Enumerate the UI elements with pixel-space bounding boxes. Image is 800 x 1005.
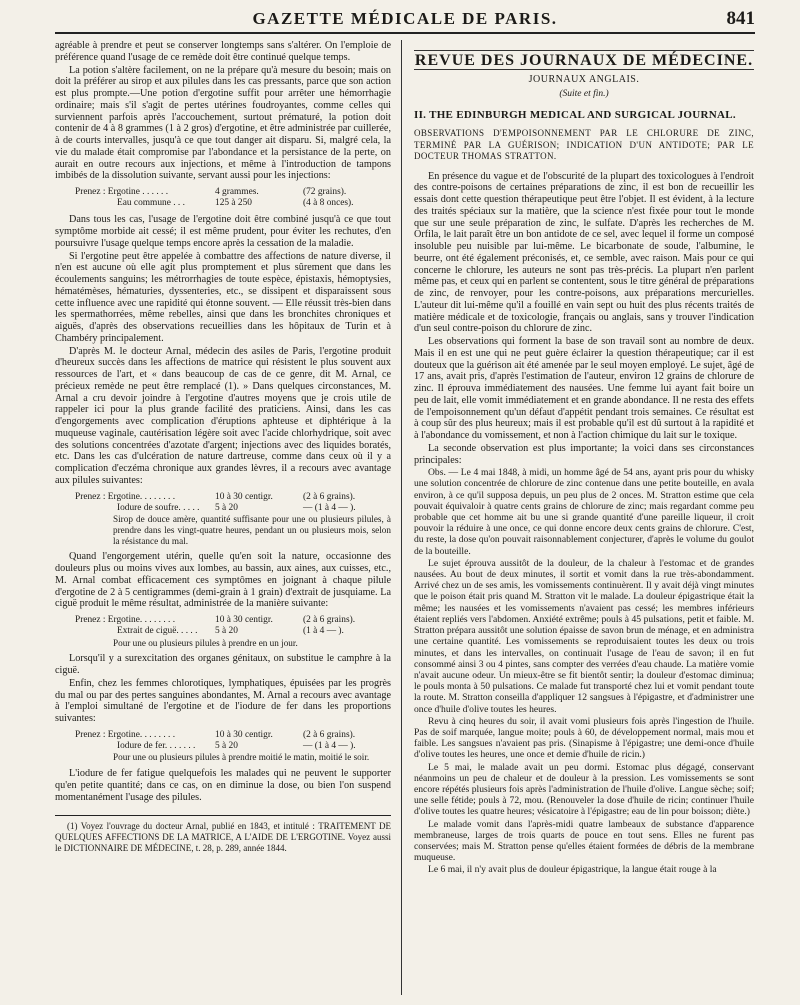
paragraph: La seconde observation est plus importante; la voici dans ses circonstances principales: (414, 442, 754, 466)
ingredient: Prenez : Ergotine . . . . . . (75, 187, 169, 197)
prescription-row (75, 741, 391, 752)
dose-equivalent: (72 grains). (303, 187, 347, 197)
dose-equivalent: — (1 à 4 — ). (303, 741, 356, 752)
paragraph: En présence du vague et de l'obscurité de la plupart des toxicologues à l'endroit des contre-poisons de certaines préparations de zinc, il est bon de recueillir les essais dont cette question thérapeutique peut être l'objet. Il est évident, à la lecture des traités spéciaux sur la matière, que la science n'est fixée pour tout le monde que sur une seule préparation de zinc, le sulfate. D'après les recherches de M. Orfila, le lait paraît être un bon antidote de ce sel, avec lequel il forme un composé insoluble peu nuisible par lui-même. Le bicarbonate de soude, l'albumine, le beurre, ont été également préconisés, et, ce semble, avec raison. Mais pour ce qui concerne le chlorure, les auteurs ne sont pas très-précis. La plupart n'en parlent même pas, et ceux qui en parlent se contentent, sous le titre général de préparations de zinc, de renvoyer, pour les contre-poisons, aux préparations mercurielles. L'auteur dit lui-même qu'il a fouillé en vain sept ou huit des plus récents traités de matière médicale et de toxicologie, français ou anglais, sans y trouver l'indication d'un seul contre-poison du chlorure de zinc. (414, 170, 754, 335)
prescription-note: Pour une ou plusieurs pilules à prendre moitié le matin, moitié le soir. (113, 752, 370, 763)
observation-paragraph: Le 5 mai, le malade avait un peu dormi. Estomac plus dégagé, conservant néanmoins un peu de chaleur et de douleur à la pression. Les vomissements se sont encore répétés plusieurs fois après l'administration de l'huile d'olive. Langue sèche; soif; une selle fétide; pouls à 72, mou. (Renouveler la dose d'huile de ricin; continuer l'huile d'olive toutes les quatre heures; vésicatoire à l'épigastre; eau de lin pour boisson; diète.) (414, 761, 754, 818)
paragraph: La potion s'altère facilement, on ne la prépare qu'à mesure du besoin; mais on doit la préférer au sirop et aux pilules dans les cas pressants, parce que son action est plus prompte.—Une potion d'ergotine suffit pour arrêter une hémorrhagie ordinaire; mais s'il s'agit de pertes utérines foudroyantes, comme celles qui surviennent parfois après l'accouchement, surtout prématuré, la potion doit contenir de 4 à 8 grammes (1 à 2 gros) d'ergotine, et être administrée par cuillerée, à de courts intervalles, jusqu'à ce que tout danger ait disparu. Si, malgré cela, la vie du malade était compromise par l'abondance et la persistance de la perte, on aurait en outre recours aux injections, et même à l'introduction de tampons imbibés de la dissolution suivante, servant aussi pour les injections: (55, 64, 391, 182)
prescription-row (75, 503, 391, 514)
dose: 10 à 30 centigr. (215, 491, 273, 502)
paragraph: Les observations qui forment la base de son travail sont au nombre de deux. Mais il en est une qui ne peut guère éclairer la question thérapeutique; car il est douteux que la guérison ait été amenée par le seul moyen employé. Le sujet, âgé de 17 ans, avait pris, d'après l'estimation de l'auteur, environ 12 grains de chlorure de zinc. Il éprouva immédiatement des nausées. Une femme lui ayant fait boire un peu de lait, elle vomit immédiatement et en grande abondance. Il ne resta des effets de l'empoisonnement qu'un défaut d'appétit pendant trois semaines. Ce résultat est à coup sûr des plus heureux; mais il est probable qu'il est dû surtout à la rapidité et à l'abondance du vomissement, et non à l'action chimique du lait sur le toxique. (414, 336, 754, 441)
dose-equivalent: (2 à 6 grains). (303, 491, 356, 502)
ingredient: Prenez : Ergotine. . . . . . . . (75, 615, 176, 626)
journal-heading: II. THE EDINBURGH MEDICAL AND SURGICAL JOURNAL. (414, 109, 736, 122)
right-column (414, 40, 754, 877)
dose-equivalent: — (1 à 4 — ). (303, 502, 356, 513)
observation-paragraph: Le sujet éprouva aussitôt de la douleur, de la chaleur à l'estomac et de grandes nausées. Au bout de deux minutes, il sortit et vomit dans la rue très-abondamment. Arrivé chez un de ses amis, les vomissements continuèrent. Il y avait déjà vingt minutes que le poison était pris quand M. Stratton vit le malade. La douleur épigastrique était la même; les nausées et les vomissements n'avaient pas cessé; les membres inférieurs étaient repliés vers l'abdomen. Anxiété extrême; pouls à 45 pulsations, petit et faible. M. Stratton prépara aussitôt une solution épaisse de savon brun de ménage, et en administra une certaine quantité. Les vomissements se reproduisaient toutes les deux ou trois minutes, et dans les intervalles, on continuait l'usage de l'eau de savon; il en fut consommé ainsi 3 ou 4 pintes, sans compter des verrées d'eau chaude. La matière vomie n'avait aucune odeur. Un mieux-être se fit bientôt sentir; la douleur d'estomac diminua; le pouls monta à 50 pulsations. Ce malade fut transporté chez lui et vomit pendant toute la route. M. Stratton conseilla d'appliquer 12 sangsues à l'épigastre, et d'administrer une once d'huile d'olive toutes les heures. (414, 557, 754, 715)
dose-equivalent: (2 à 6 grains). (303, 729, 356, 740)
prescription-row (75, 626, 391, 637)
dose: 5 à 20 (215, 626, 238, 637)
ingredient: Prenez : Ergotine. . . . . . . . (75, 729, 176, 740)
paragraph: Lorsqu'il y a surexcitation des organes génitaux, on substitue le camphre à la ciguë. (55, 653, 391, 677)
section-subtitle: JOURNAUX ANGLAIS. (528, 73, 640, 85)
paragraph: Si l'ergotine peut être appelée à combattre des affections de nature diverse, il n'en est aucune où elle agit plus promptement et plus sûrement que dans les écoulements sanguins; les métrorrhagies de toute espèce, épistaxis, hémoptysies, hématémèses, hématuries, dyssenteries, etc., se dissipent et disparaissent sous cette influence avec une rapidité qui étonne souvent. — Elle réussit très-bien dans les spermathorrées, même rebelles, ainsi que dans les bronchites chroniques et aiguës, d'après des observations recueillies dans les hôpitaux de Turin et à Chambéry principalement. (55, 250, 391, 344)
ingredient: Eau commune . . . (117, 198, 185, 209)
paragraph: D'après M. le docteur Arnal, médecin des asiles de Paris, l'ergotine produit d'heureux succès dans les affections de matrice qui résistent le plus souvent aux ressources de l'art, et « dans beaucoup de cas de ce genre, dit M. Arnal, ce précieux remède ne peut être remplacé (1). » Dans quelques circonstances, M. Arnal a cru devoir joindre à l'ergotine d'autres moyens que je crois utile de rappeler ici pour la plus grande facilité des praticiens. Ainsi, dans les cas d'engorgements avec complication d'éruptions aphteuse et diphtérique à la muqueuse vaginale, cautérisation légère soit avec l'acide chlorhydrique, soit avec des solutions concentrées d'azotate d'argent; injections avec des liquides boratés, etc. Dans les cas d'ulcération de nature dartreuse, comme dans ceux où il y a complication d'eczéma chronique aux grandes lèvres, il a recours avec avantage aux pilules suivantes: (55, 345, 391, 486)
observation-paragraph: Le malade vomit dans l'après-midi quatre lambeaux de substance d'apparence membraneuse, larges de trois quarts de pouce en tout sens. Elles ne furent pas conservées; mais M. Stratton pense qu'elles étaient formées de débris de la membrane muqueuse. (414, 818, 754, 864)
prescription (75, 187, 391, 209)
dose: 125 à 250 (215, 198, 252, 209)
prescription-note: Sirop de douce amère, quantité suffisante pour une ou plusieurs pilules, à prendre dans les vingt-quatre heures, pendant un ou plusieurs mois, selon la résistance du mal. (113, 514, 391, 546)
dose: 10 à 30 centigr. (215, 615, 273, 626)
prescription-row (75, 730, 391, 741)
prescription-row (75, 198, 391, 209)
section-title: REVUE DES JOURNAUX DE MÉDECINE. (414, 52, 754, 69)
continuation-note: (Suite et fin.) (559, 88, 609, 99)
observation-paragraph: Le 6 mai, il n'y avait plus de douleur épigastrique, la langue était rouge à la (428, 864, 717, 876)
footnote: (1) Voyez l'ouvrage du docteur Arnal, publié en 1843, et intitulé : TRAITEMENT DE QUELQUES AFFECTIONS DE LA MATRICE, A L'AIDE DE L'ERGOTINE. Voyez aussi le DICTIONNAIRE DE MÉDECINE, t. 28, p. 289, année 1844. (55, 821, 391, 854)
left-column (55, 40, 391, 854)
paragraph: agréable à prendre et peut se conserver longtemps sans s'altérer. On l'emploie de préférence quand l'usage de ce remède doit être continué quelque temps. (55, 40, 391, 63)
prescription (75, 492, 391, 547)
dose-equivalent: (1 à 4 — ). (303, 626, 344, 637)
running-header (55, 6, 755, 34)
ingredient: Iodure de fer. . . . . . . (117, 741, 196, 752)
dose-equivalent: (4 à 8 onces). (303, 198, 354, 209)
prescription-row (75, 492, 391, 503)
paragraph: Dans tous les cas, l'usage de l'ergotine doit être combiné jusqu'à ce que tout symptôme morbide ait cessé; il est même prudent, pour éviter les rechutes, d'en poursuivre l'usage quelque temps encore après la cessation de la maladie. (55, 214, 391, 249)
footnote-separator (55, 815, 391, 816)
observation-paragraph: Obs. — Le 4 mai 1848, à midi, un homme âgé de 54 ans, ayant pris pour du whisky une solution concentrée de chlorure de zinc contenue dans une petite bouteille, en avala environ, à ce qu'il supposa depuis, un peu plus de 2 onces. M. Stratton estime que cela pouvait équivaloir à quatre cents grains de chlorure de zinc; mais regardant comme peu probable que cet homme ait bu une si grande quantité d'une pareille liqueur, il croit pouvoir la réduire à une once, ce qui donne encore deux cents grains de chlorure. C'est, du reste, la dose qu'on pouvait raisonnablement conjecturer, d'après le volume du goulot de la bouteille. (414, 467, 754, 557)
column-divider (401, 40, 402, 995)
dose: 4 grammes. (215, 187, 259, 197)
ingredient: Iodure de soufre. . . . . (117, 502, 200, 513)
ingredient: Prenez : Ergotine. . . . . . . . (75, 491, 176, 502)
prescription (75, 615, 391, 648)
journal-title: GAZETTE MÉDICALE DE PARIS. (252, 9, 558, 28)
prescription-note: Pour une ou plusieurs pilules à prendre en un jour. (113, 637, 298, 648)
prescription-row (75, 615, 391, 626)
dose-equivalent: (2 à 6 grains). (303, 615, 356, 626)
prescription (75, 730, 391, 763)
page-number: 841 (726, 8, 755, 29)
paragraph: Quand l'engorgement utérin, quelle qu'en soit la nature, occasionne des douleurs plus ou moins vives aux lombes, au bassin, aux aines, aux cuisses, etc., M. Arnal combat efficacement ces symptômes en joignant à chaque pilule d'ergotine de 2 à 5 centigrammes (demi-grain à 1 grain) d'extrait de jusquiame. La ciguë produit le même résultat, administrée de la manière suivante: (55, 551, 391, 610)
observation-paragraph: Revu à cinq heures du soir, il avait vomi plusieurs fois après l'ingestion de l'huile. Pas de soif marquée, langue moite; pouls à 60, de développement normal, mais mou et faible. Les sangsues n'avaient pas pris. (Sinapisme à l'épigastre; une demi-once d'huile d'olive toutes les heures, une once et demie d'huile de ricin.) (414, 715, 754, 761)
dose: 5 à 20 (215, 741, 238, 752)
dose: 10 à 30 centigr. (215, 729, 273, 740)
paragraph: L'iodure de fer fatigue quelquefois les malades qui ne peuvent le supporter qu'en petite quantité; dans ce cas, on en diminue la dose, ou bien l'on suspend momentanément l'usage des pilules. (55, 768, 391, 803)
ingredient: Extrait de ciguë. . . . . (117, 626, 198, 637)
prescription-row (75, 187, 391, 198)
article-title: OBSERVATIONS D'EMPOISONNEMENT PAR LE CHLORURE DE ZINC, TERMINÉ PAR LA GUÉRISON; INDICATION D'UN ANTIDOTE; PAR LE DOCTEUR THOMAS STRATTON. (414, 128, 754, 161)
paragraph: Enfin, chez les femmes chlorotiques, lymphatiques, épuisées par les progrès du mal ou par des pertes sanguines abondantes, M. Arnal a recours avec avantage à l'emploi simultané de l'ergotine et de l'iodure de fer dans les proportions suivantes: (55, 677, 391, 725)
dose: 5 à 20 (215, 502, 238, 513)
